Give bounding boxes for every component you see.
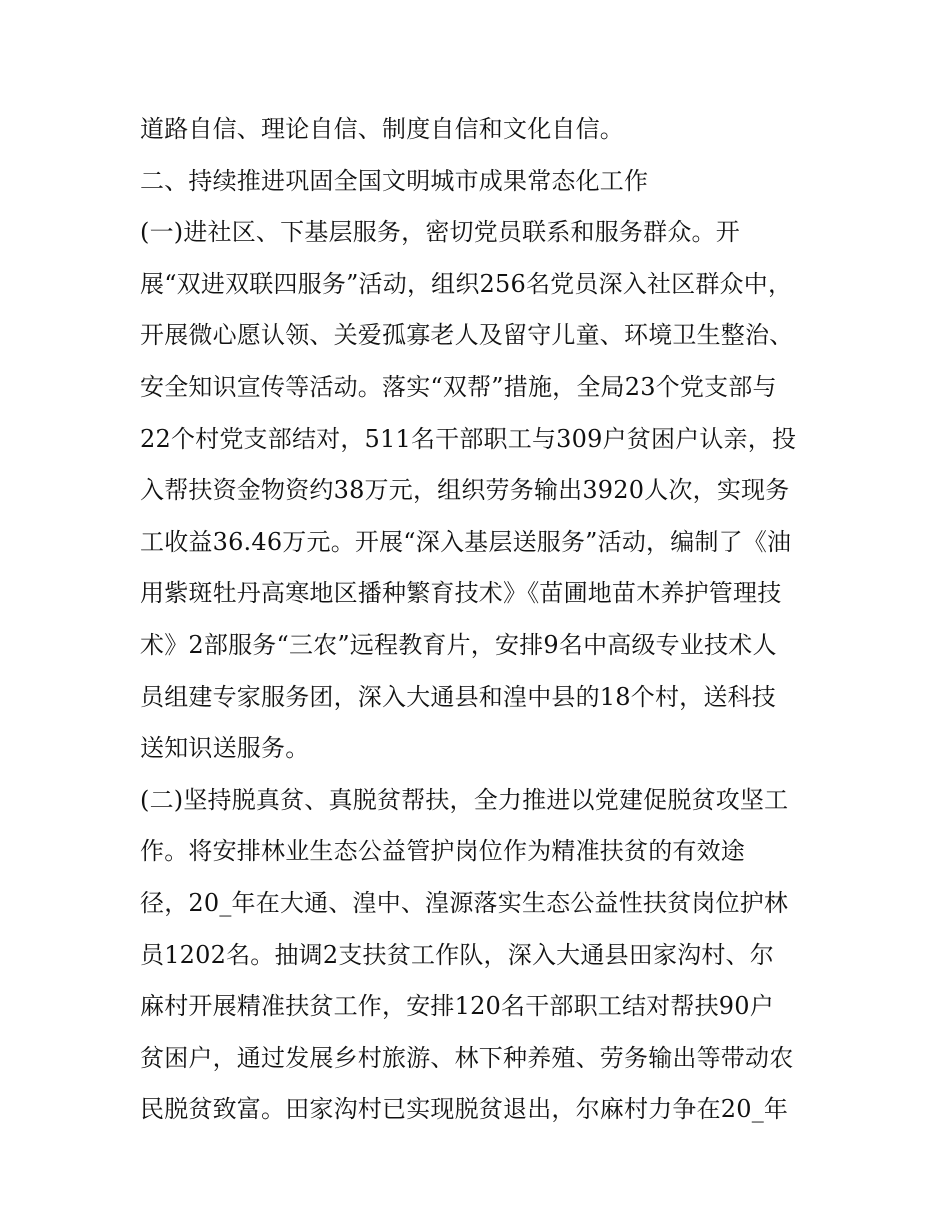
text-line: 展“双进双联四服务”活动，组织256名党员深入社区群众中， xyxy=(140,269,793,298)
text-line: 术》2部服务“三农”远程教育片，安排9名中高级专业技术人 xyxy=(140,630,777,659)
document-body xyxy=(140,104,820,1136)
text-line: 径，20_年在大通、湟中、湟源落实生态公益性扶贫岗位护林 xyxy=(140,888,789,917)
text-line: 22个村党支部结对，511名干部职工与309户贫困户认亲，投 xyxy=(140,424,797,453)
text-line: 送知识送服务。 xyxy=(140,734,310,763)
text-line: 入帮扶资金物资约38万元，组织劳务输出3920人次，实现务 xyxy=(140,476,790,505)
text-line: 作。将安排林业生态公益管护岗位作为精准扶贫的有效途 xyxy=(140,837,745,866)
section-heading: 二、持续推进巩固全国文明城市成果常态化工作 xyxy=(140,166,649,195)
text-line: (一)进社区、下基层服务，密切党员联系和服务群众。开 xyxy=(140,218,740,247)
text-line: 用紫斑牡丹高寒地区播种繁育技术》《苗圃地苗木养护管理技 xyxy=(140,579,782,608)
text-line: 工收益36.46万元。开展“深入基层送服务”活动，编制了《油 xyxy=(140,527,792,556)
text-line: 开展微心愿认领、关爱孤寡老人及留守儿童、环境卫生整治、 xyxy=(140,321,794,350)
text-line: 安全知识宣传等活动。落实“双帮”措施，全局23个党支部与 xyxy=(140,372,777,401)
text-line: (二)坚持脱真贫、真脱贫帮扶，全力推进以党建促脱贫攻坚工 xyxy=(140,785,789,814)
text-line: 贫困户，通过发展乡村旅游、林下种养殖、劳务输出等带动农 xyxy=(140,1043,794,1072)
text-line: 民脱贫致富。田家沟村已实现脱贫退出，尔麻村力争在20_年 xyxy=(140,1095,789,1124)
text-line: 道路自信、理论自信、制度自信和文化自信。 xyxy=(140,115,624,143)
text-line: 员1202名。抽调2支扶贫工作队，深入大通县田家沟村、尔 xyxy=(140,940,774,969)
text-line: 麻村开展精准扶贫工作，安排120名干部职工结对帮扶90户 xyxy=(140,992,774,1021)
text-line: 员组建专家服务团，深入大通县和湟中县的18个村，送科技 xyxy=(140,682,776,711)
